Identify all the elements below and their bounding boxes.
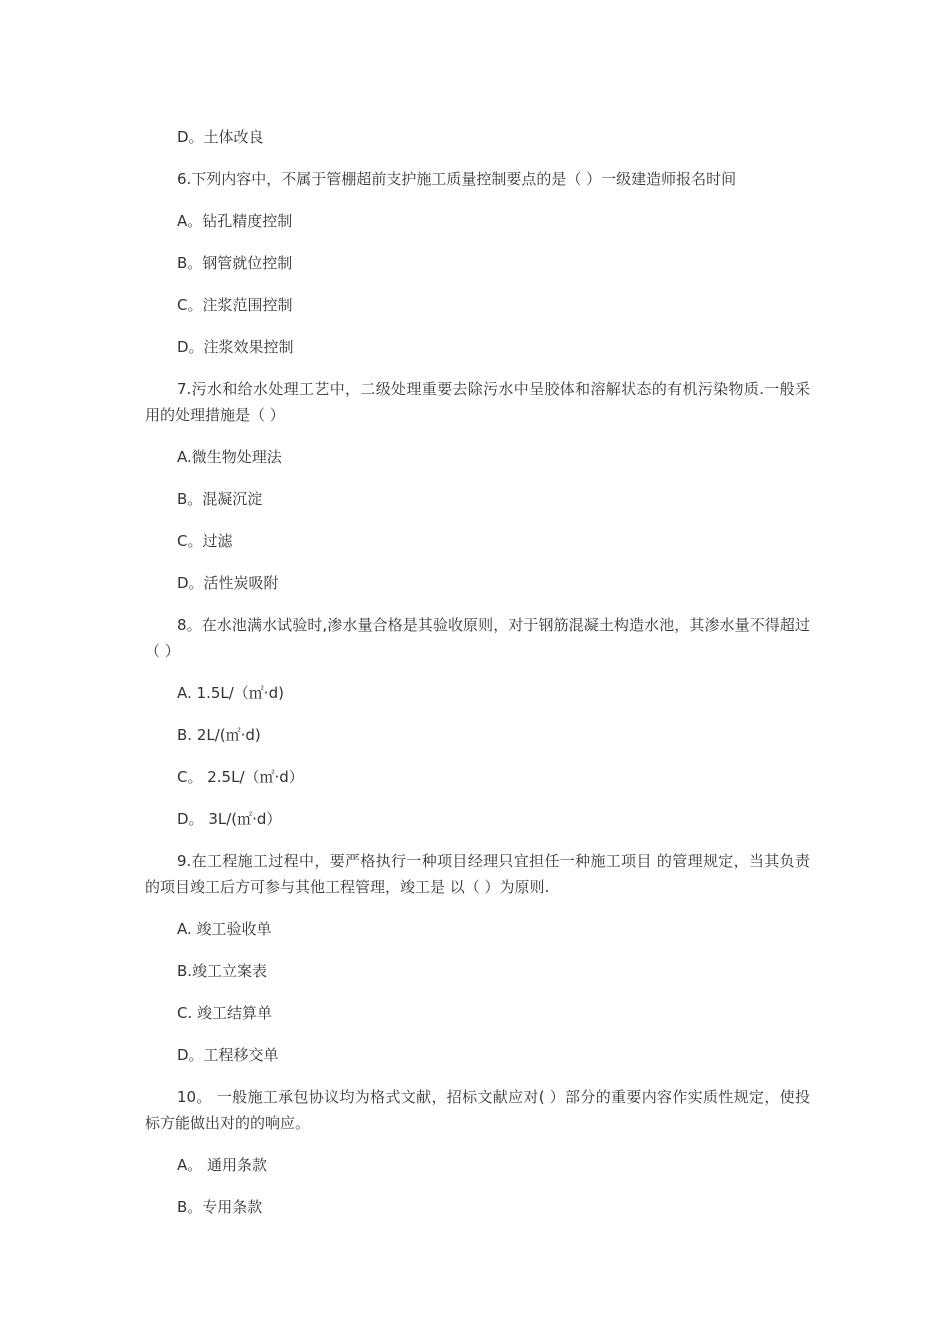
question-text: 7.污水和给水处理工艺中，二级处理重要去除污水中呈胶体和溶解状态的有机污染物质.一般采用的处理措施是（ ） xyxy=(145,380,810,424)
answer-option: A.微生物处理法 xyxy=(177,448,282,466)
answer-option: A。 通用条款 xyxy=(177,1156,268,1174)
answer-option: B.竣工立案表 xyxy=(177,962,268,980)
answer-option: D。工程移交单 xyxy=(177,1046,279,1064)
answer-option: D。活性炭吸附 xyxy=(177,574,279,592)
answer-option: B. 2L/(㎡·d) xyxy=(177,726,261,744)
answer-option: B。专用条款 xyxy=(177,1198,263,1216)
answer-option: D。土体改良 xyxy=(177,128,264,146)
question-text: 8。在水池满水试验时,渗水量合格是其验收原则，对于钢筋混凝土构造水池，其渗水量不得超过（ ） xyxy=(145,616,810,660)
answer-option: B。钢管就位控制 xyxy=(177,254,293,272)
answer-option: A。钻孔精度控制 xyxy=(177,212,293,230)
answer-option: B。混凝沉淀 xyxy=(177,490,263,508)
answer-option: D。 3L/(㎡·d） xyxy=(177,810,282,828)
answer-option: C. 竣工结算单 xyxy=(177,1004,273,1022)
answer-option: D。注浆效果控制 xyxy=(177,338,294,356)
answer-option: A. 1.5L/（㎡·d) xyxy=(177,684,284,702)
question-text: 9.在工程施工过程中，要严格执行一种项目经理只宜担任一种施工项目 的管理规定，当其负责的项目竣工后方可参与其他工程管理，竣工是 以（ ）为原则. xyxy=(145,852,810,896)
answer-option: C。过滤 xyxy=(177,532,233,550)
answer-option: C。 2.5L/（㎡·d） xyxy=(177,768,304,786)
document-page xyxy=(145,124,810,1236)
question-text: 10。 一般施工承包协议均为格式文献，招标文献应对( ）部分的重要内容作实质性规定，使投标方能做出对的的响应。 xyxy=(145,1088,810,1132)
question-text: 6.下列内容中，不属于管棚超前支护施工质量控制要点的是（ ）一级建造师报名时间 xyxy=(177,170,737,188)
answer-option: C。注浆范围控制 xyxy=(177,296,293,314)
answer-option: A. 竣工验收单 xyxy=(177,920,272,938)
